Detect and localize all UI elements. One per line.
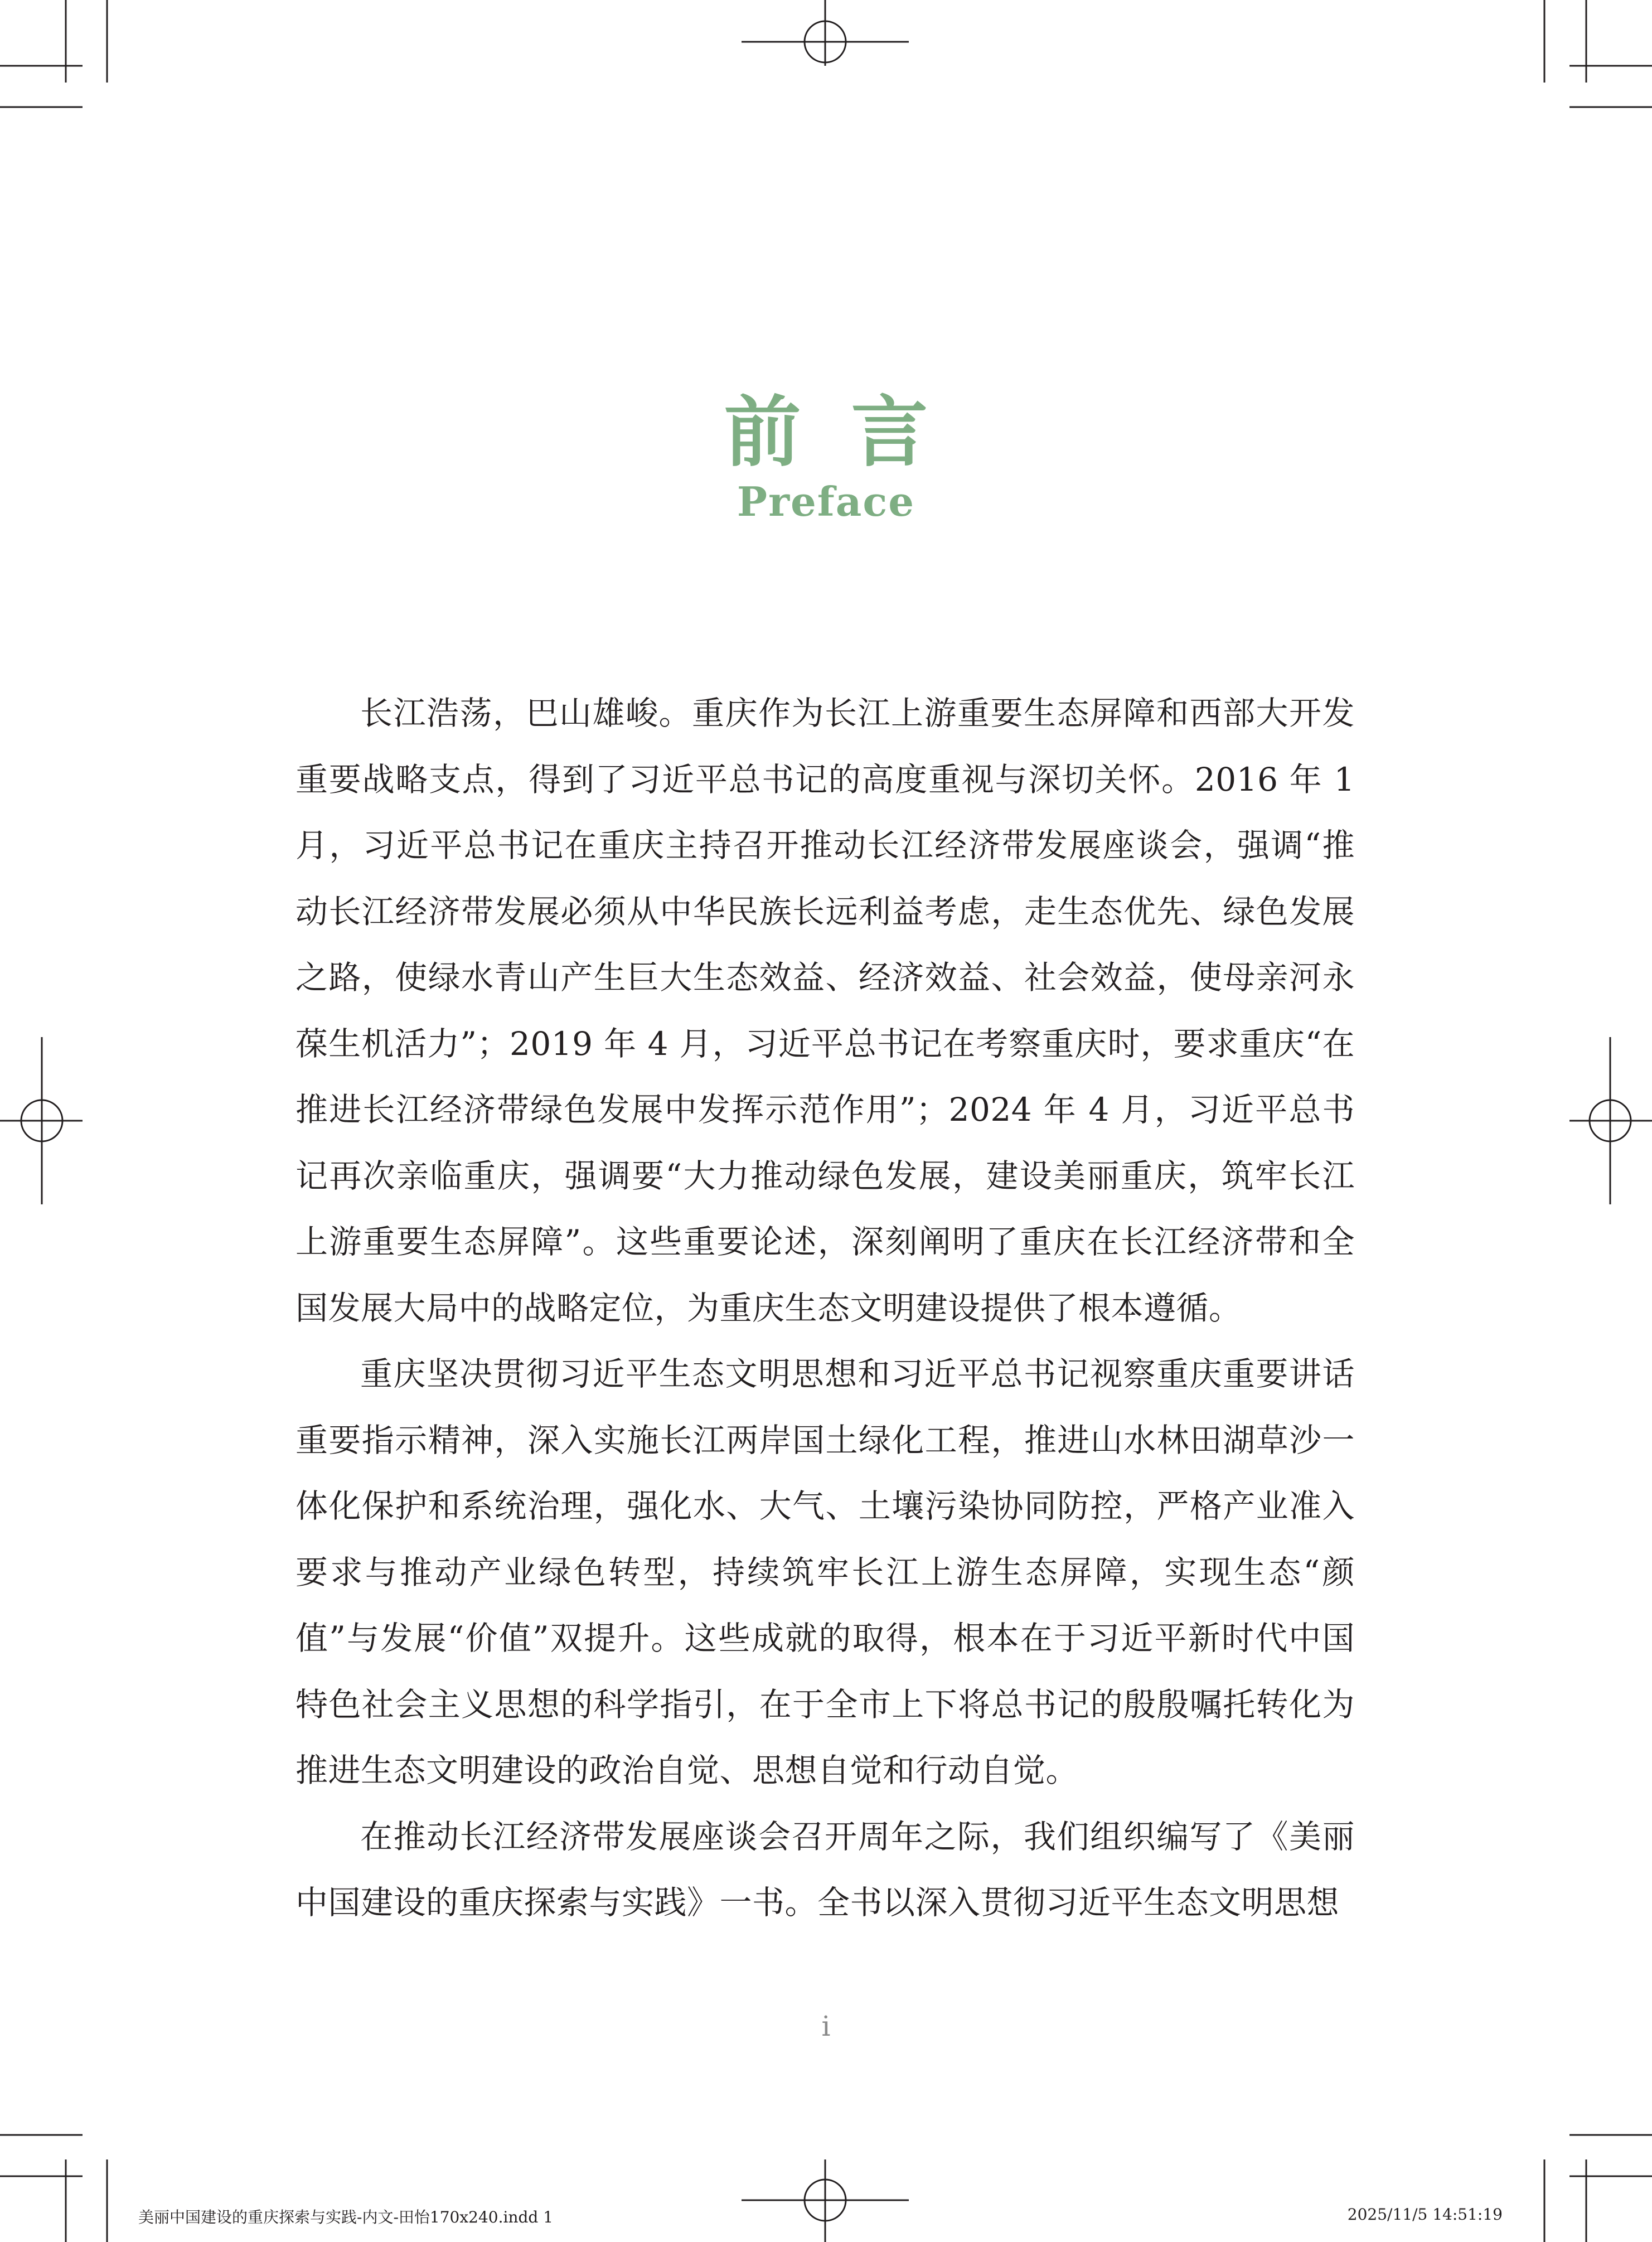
page-title-chinese: 前言 — [724, 386, 978, 477]
print-slug-timestamp: 2025/11/5 14:51:19 — [1347, 2205, 1503, 2224]
preface-paragraph-1: 长江浩荡，巴山雄峻。重庆作为长江上游重要生态屏障和西部大开发重要战略支点，得到了习近平总书记的高度重视与深切关怀。2016 年 1 月，习近平总书记在重庆主持召开推动长江经济带发展座谈会，强调“推动长江经济带发展必须从中华民族长远利益考虑，走生态优先、绿色发展之路，使绿水青山产生巨大生态效益、经济效益、社会效益，使母亲河永葆生机活力”；2019 年 4 月，习近平总书记在考察重庆时，要求重庆“在推进长江经济带绿色发展中发挥示范作用”；2024 年 4 月，习近平总书记再次亲临重庆，强调要“大力推动绿色发展，建设美丽重庆，筑牢长江上游重要生态屏障”。这些重要论述，深刻阐明了重庆在长江经济带和全国发展大局中的战略定位，为重庆生态文明建设提供了根本遵循。 — [295, 694, 1355, 1327]
page-number: i — [821, 2010, 831, 2042]
preface-body — [295, 680, 1355, 1936]
page-title-english: Preface — [737, 478, 915, 525]
print-slug-filename: 美丽中国建设的重庆探索与实践-内文-田怡170x240.indd 1 — [138, 2208, 554, 2226]
preface-paragraph-2: 重庆坚决贯彻习近平生态文明思想和习近平总书记视察重庆重要讲话重要指示精神，深入实施长江两岸国土绿化工程，推进山水林田湖草沙一体化保护和系统治理，强化水、大气、土壤污染协同防控，严格产业准入要求与推动产业绿色转型，持续筑牢长江上游生态屏障，实现生态“颜值”与发展“价值”双提升。这些成就的取得，根本在于习近平新时代中国特色社会主义思想的科学指引，在于全市上下将总书记的殷殷嘱托转化为推进生态文明建设的政治自觉、思想自觉和行动自觉。 — [295, 1355, 1355, 1789]
preface-paragraph-3: 在推动长江经济带发展座谈会召开周年之际，我们组织编写了《美丽中国建设的重庆探索与实践》一书。全书以深入贯彻习近平生态文明思想 — [295, 1817, 1355, 1921]
